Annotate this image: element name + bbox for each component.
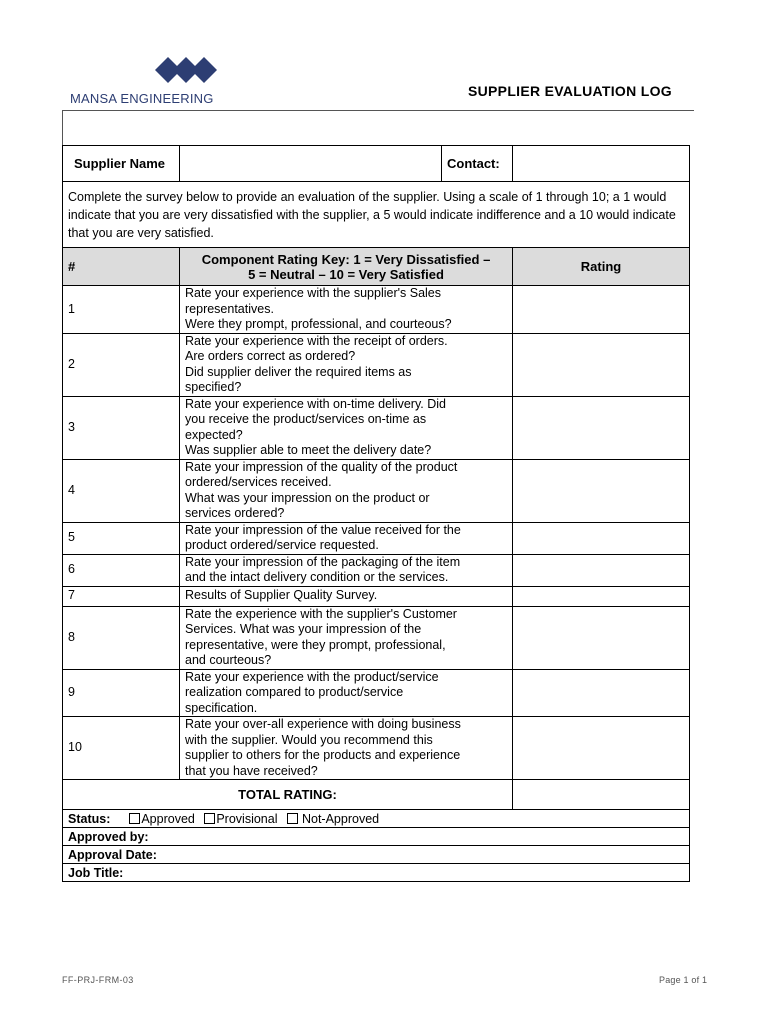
question-line: Rate your experience with the receipt of orders. bbox=[185, 333, 448, 348]
question-line: with the supplier. Would you recommend this bbox=[185, 732, 433, 747]
question-text bbox=[180, 396, 513, 459]
question-line: Rate your experience with the product/service bbox=[185, 669, 439, 684]
question-line: you receive the product/services on-time as bbox=[185, 412, 427, 426]
question-line: realization compared to product/service bbox=[185, 685, 404, 699]
question-number: 1 bbox=[63, 286, 180, 334]
question-text bbox=[180, 586, 513, 606]
question-line: representative, were they prompt, professional, bbox=[185, 637, 446, 652]
header-divider bbox=[62, 110, 694, 111]
question-line: Rate your impression of the quality of the product bbox=[185, 459, 458, 474]
supplier-name-label: Supplier Name bbox=[63, 146, 180, 182]
question-line: Were they prompt, professional, and courteous? bbox=[185, 317, 452, 331]
column-header-rating: Rating bbox=[513, 248, 690, 286]
status-option-provisional[interactable]: Provisional bbox=[202, 812, 277, 826]
rating-field[interactable] bbox=[513, 717, 690, 780]
left-margin-rule bbox=[62, 110, 63, 146]
question-line: product ordered/service requested. bbox=[185, 538, 379, 552]
question-line: and the intact delivery condition or the services. bbox=[185, 570, 449, 584]
column-header-number: # bbox=[63, 248, 180, 286]
question-line: Results of Supplier Quality Survey. bbox=[185, 588, 378, 603]
question-line: Are orders correct as ordered? bbox=[185, 349, 356, 363]
question-number: 9 bbox=[63, 669, 180, 717]
question-line: Did supplier deliver the required items as bbox=[185, 364, 412, 379]
evaluation-form bbox=[62, 145, 690, 882]
status-row bbox=[63, 810, 690, 828]
question-row bbox=[63, 459, 690, 522]
logo-diamonds-icon bbox=[155, 55, 217, 85]
status-option-not-approved[interactable]: Not-Approved bbox=[285, 812, 379, 826]
question-line: Services. What was your impression of the bbox=[185, 622, 422, 636]
document-code: FF-PRJ-FRM-03 bbox=[62, 975, 134, 985]
question-number: 8 bbox=[63, 606, 180, 669]
question-text bbox=[180, 522, 513, 554]
approved-by-field[interactable]: Approved by: bbox=[63, 828, 690, 846]
question-text bbox=[180, 459, 513, 522]
status-label: Status: bbox=[68, 811, 111, 826]
question-line: specified? bbox=[185, 380, 242, 394]
question-number: 10 bbox=[63, 717, 180, 780]
question-line: that you have received? bbox=[185, 763, 318, 778]
question-line: representatives. bbox=[185, 301, 274, 316]
rating-field[interactable] bbox=[513, 606, 690, 669]
question-line: Rate your experience with the supplier's Sales bbox=[185, 286, 441, 300]
question-text bbox=[180, 333, 513, 396]
page-number: Page 1 of 1 bbox=[659, 975, 708, 985]
question-line: Rate your over-all experience with doing business bbox=[185, 717, 461, 731]
question-line: expected? bbox=[185, 427, 243, 442]
company-name: MANSA ENGINEERING bbox=[70, 91, 214, 106]
total-rating-label: TOTAL RATING: bbox=[63, 780, 513, 810]
question-rows bbox=[63, 286, 690, 780]
question-text bbox=[180, 717, 513, 780]
question-line: ordered/services received. bbox=[185, 475, 332, 489]
checkbox-icon bbox=[129, 813, 140, 824]
rating-key-line-1: Component Rating Key: 1 = Very Dissatisfied – bbox=[201, 251, 491, 267]
question-row bbox=[63, 396, 690, 459]
contact-field[interactable] bbox=[513, 146, 690, 182]
contact-label: Contact: bbox=[442, 146, 513, 182]
question-line: services ordered? bbox=[185, 506, 285, 520]
rating-field[interactable] bbox=[513, 586, 690, 606]
question-number: 2 bbox=[63, 333, 180, 396]
question-row bbox=[63, 586, 690, 606]
question-line: Rate your experience with on-time delivery. Did bbox=[185, 396, 446, 411]
rating-key-line-2: 5 = Neutral – 10 = Very Satisfied bbox=[248, 266, 444, 282]
question-line: What was your impression on the product or bbox=[185, 490, 430, 505]
question-line: specification. bbox=[185, 700, 258, 715]
total-rating-field[interactable] bbox=[513, 780, 690, 810]
question-line: Was supplier able to meet the delivery date? bbox=[185, 443, 432, 457]
question-row bbox=[63, 286, 690, 334]
checkbox-icon bbox=[287, 813, 298, 824]
company-logo bbox=[70, 55, 230, 107]
question-number: 5 bbox=[63, 522, 180, 554]
supplier-name-field[interactable] bbox=[180, 146, 442, 182]
rating-field[interactable] bbox=[513, 333, 690, 396]
question-row bbox=[63, 522, 690, 554]
instructions-text: Complete the survey below to provide an evaluation of the supplier. Using a scale of 1 through 10; a 1 would indicate that you are very dissatisfied with the supplier, a 5 would indicate indifference and a 10 would indicate that you are very satisfied. bbox=[63, 182, 690, 248]
question-text bbox=[180, 669, 513, 717]
rating-field[interactable] bbox=[513, 286, 690, 334]
question-text bbox=[180, 606, 513, 669]
question-row bbox=[63, 606, 690, 669]
question-row bbox=[63, 333, 690, 396]
rating-field[interactable] bbox=[513, 522, 690, 554]
question-line: and courteous? bbox=[185, 653, 272, 667]
question-number: 6 bbox=[63, 554, 180, 586]
checkbox-icon bbox=[204, 813, 215, 824]
rating-field[interactable] bbox=[513, 396, 690, 459]
question-number: 3 bbox=[63, 396, 180, 459]
job-title-field[interactable]: Job Title: bbox=[63, 864, 690, 882]
question-number: 7 bbox=[63, 586, 180, 606]
rating-field[interactable] bbox=[513, 459, 690, 522]
question-number: 4 bbox=[63, 459, 180, 522]
question-row bbox=[63, 554, 690, 586]
rating-field[interactable] bbox=[513, 554, 690, 586]
rating-field[interactable] bbox=[513, 669, 690, 717]
status-option-approved[interactable]: Approved bbox=[127, 812, 195, 826]
question-row bbox=[63, 717, 690, 780]
document-title: SUPPLIER EVALUATION LOG bbox=[468, 83, 672, 99]
question-line: Rate the experience with the supplier's Customer bbox=[185, 606, 457, 621]
column-header-rating-key bbox=[180, 248, 513, 286]
question-line: supplier to others for the products and experience bbox=[185, 748, 461, 762]
question-row bbox=[63, 669, 690, 717]
question-text bbox=[180, 554, 513, 586]
question-text bbox=[180, 286, 513, 334]
question-line: Rate your impression of the packaging of the item bbox=[185, 554, 461, 569]
approval-date-field[interactable]: Approval Date: bbox=[63, 846, 690, 864]
question-line: Rate your impression of the value received for the bbox=[185, 522, 461, 537]
